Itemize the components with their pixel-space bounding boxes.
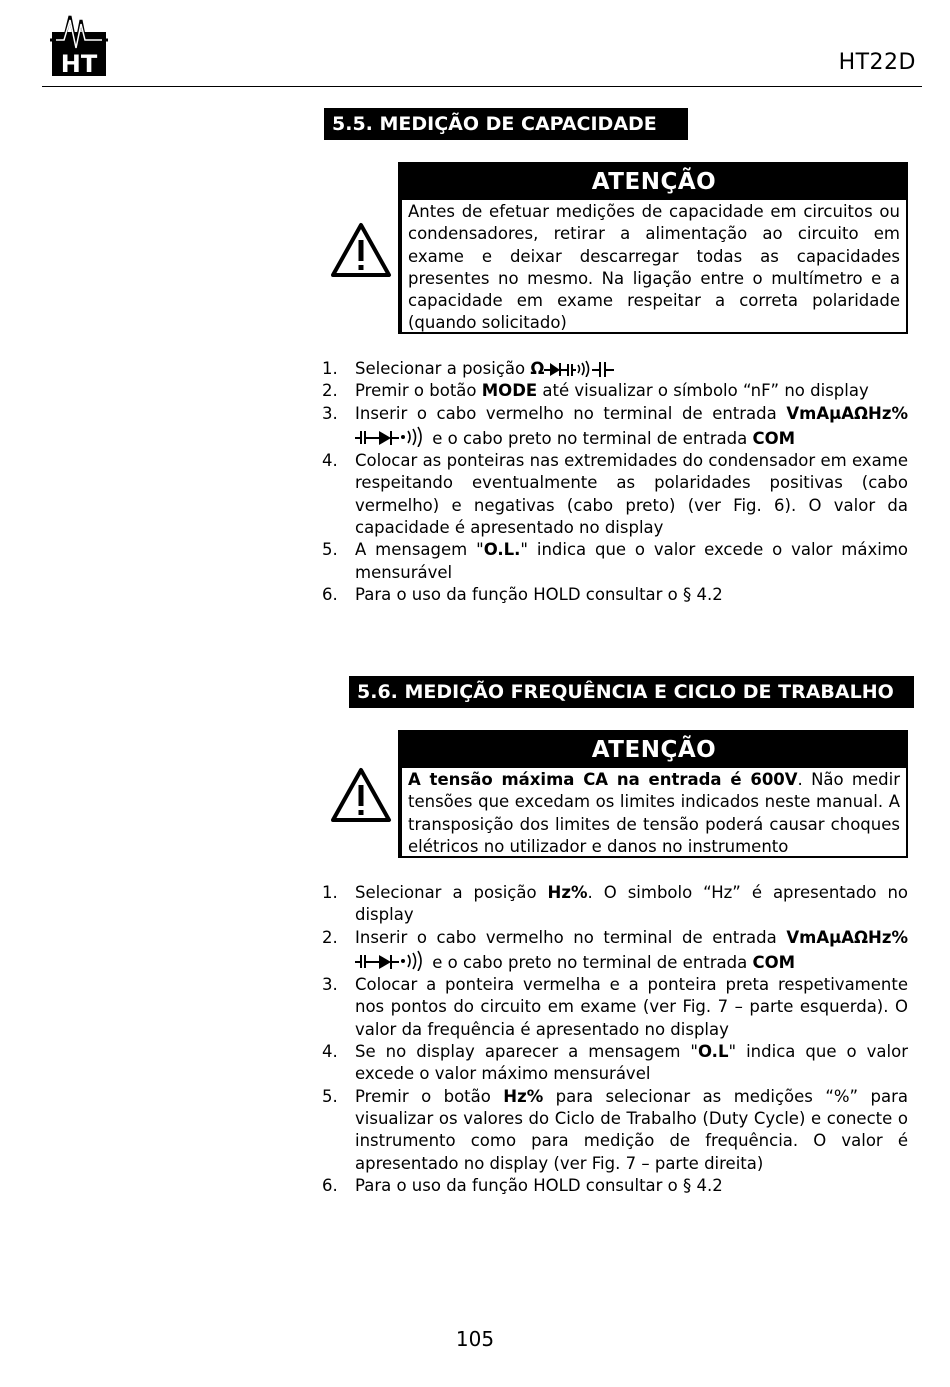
list-item: 6. Para o uso da função HOLD consultar o § 4.2 xyxy=(322,584,723,604)
terminal-symbols-icon xyxy=(355,425,427,447)
diode-continuity-capacitor-icon xyxy=(544,359,620,377)
list-item: 1. Selecionar a posição Hz%. O simbolo “Hz” é apresentado no display xyxy=(322,883,908,925)
section-title-capacitance: 5.5. MEDIÇÃO DE CAPACIDADE xyxy=(324,108,688,140)
warning-box-capacitance xyxy=(398,162,908,334)
terminal-symbols-icon xyxy=(355,949,427,971)
warning-heading: ATENÇÃO xyxy=(402,732,906,768)
section-title-frequency: 5.6. MEDIÇÃO FREQUÊNCIA E CICLO DE TRABALHO xyxy=(349,676,914,708)
steps-list-frequency xyxy=(322,882,908,1197)
logo-text: HT xyxy=(60,50,98,78)
warning-text: A tensão máxima CA na entrada é 600V. Não medir tensões que excedam os limites indicados neste manual. A transposição dos limites de tensão poderá causar choques elétricos no utilizador e danos no instrumento xyxy=(408,770,900,856)
steps-list-capacitance xyxy=(322,358,908,606)
list-item: 3. Inserir o cabo vermelho no terminal de entrada VmAμAΩHz% e o cabo preto no terminal de entrada COM xyxy=(322,403,908,448)
warning-triangle-icon xyxy=(330,767,392,823)
warning-heading: ATENÇÃO xyxy=(402,164,906,200)
page-number: 105 xyxy=(455,1327,495,1351)
list-item: 4. Se no display aparecer a mensagem "O.L" indica que o valor excede o valor máximo mensurável xyxy=(322,1042,908,1084)
list-item: 5. A mensagem "O.L." indica que o valor excede o valor máximo mensurável xyxy=(322,540,908,582)
warning-box-frequency xyxy=(398,730,908,858)
header-divider xyxy=(42,86,922,87)
model-name: HT22D xyxy=(838,50,916,75)
warning-triangle-icon xyxy=(330,222,392,278)
list-item: 3. Colocar a ponteira vermelha e a ponteira preta respetivamente nos pontos do circuito em exame (ver Fig. 7 – parte esquerda). O valor da frequência é apresentado no display xyxy=(322,975,908,1039)
list-item: 2. Premir o botão MODE até visualizar o símbolo “nF” no display xyxy=(322,381,869,401)
ht-logo xyxy=(50,10,108,78)
list-item: 2. Inserir o cabo vermelho no terminal de entrada VmAμAΩHz% e o cabo preto no terminal de entrada COM xyxy=(322,927,908,972)
list-item: 6. Para o uso da função HOLD consultar o § 4.2 xyxy=(322,1175,723,1195)
warning-text: Antes de efetuar medições de capacidade em circuitos ou condensadores, retirar a alimentação ao circuito em exame e deixar descarregar todas as capacidades presentes no mesmo. Na ligação entre o multímetro e a capacidade em exame respeitar a correta polaridade (quando solicitado) xyxy=(408,202,900,333)
list-item: 5. Premir o botão Hz% para selecionar as medições “%” para visualizar os valores do Ciclo de Trabalho (Duty Cycle) e conecte o instrumento como para medição de frequência. O valor é apresentado no display (ver Fig. 7 – parte direita) xyxy=(322,1086,908,1173)
list-item: 1. Selecionar a posição Ω xyxy=(322,358,908,380)
list-item: 4. Colocar as ponteiras nas extremidades do condensador em exame respeitando eventualmente as polaridades positivas (cabo vermelho) e negativas (cabo preto) (ver Fig. 6). O valor da capacidade é apresentado no display xyxy=(322,451,908,538)
